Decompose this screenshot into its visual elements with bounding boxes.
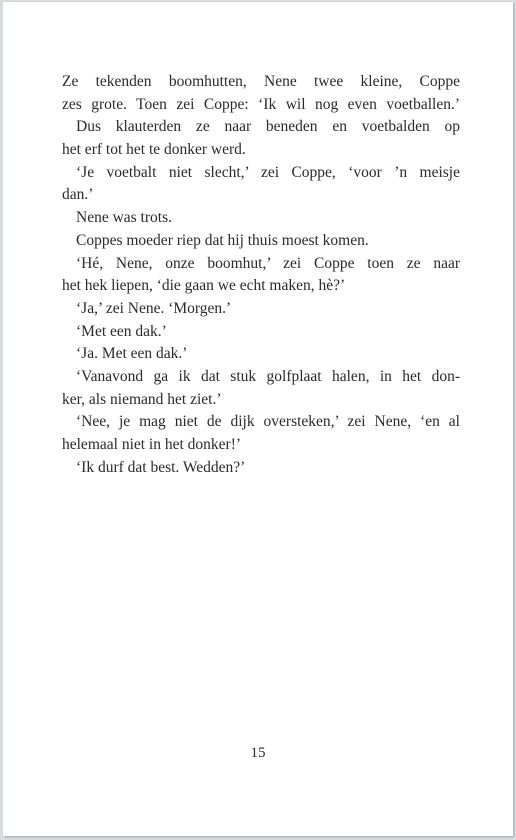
text-line: ‘Ja,’ zei Nene. ‘Morgen.’ bbox=[76, 299, 232, 317]
text-line: zes grote. Toen zei Coppe: ‘Ik wil nog even voetballen.’ bbox=[62, 95, 460, 113]
text-line: ‘Nee, je mag niet de dijk oversteken,’ zei Nene, ‘en al bbox=[76, 413, 460, 431]
text-line: ‘Ja. Met een dak.’ bbox=[76, 345, 188, 363]
text-line: Coppes moeder riep dat hij thuis moest komen. bbox=[76, 231, 369, 249]
text-line: Ze tekenden boomhutten, Nene twee kleine, Coppe bbox=[62, 73, 460, 90]
page-number: 15 bbox=[250, 745, 266, 761]
body-text bbox=[62, 71, 460, 479]
text-line: ‘Je voetbalt niet slecht,’ zei Coppe, ‘voor ’n meisje bbox=[76, 163, 460, 181]
text-line: helemaal niet in het donker!’ bbox=[62, 436, 242, 453]
text-line: dan.’ bbox=[62, 186, 94, 204]
book-page bbox=[3, 2, 513, 836]
text-line: het hek liepen, ‘die gaan we echt maken, hè?’ bbox=[62, 277, 346, 295]
text-line: ‘Hé, Nene, onze boomhut,’ zei Coppe toen ze naar bbox=[76, 254, 460, 272]
text-line: het erf tot het te donker werd. bbox=[62, 141, 246, 159]
text-line: ‘Ik durf dat best. Wedden?’ bbox=[76, 458, 246, 476]
text-line: ker, als niemand het ziet.’ bbox=[62, 390, 222, 408]
text-line: Dus klauterden ze naar beneden en voetbalden op bbox=[76, 118, 460, 136]
text-line: ‘Met een dak.’ bbox=[76, 322, 167, 340]
text-line: Nene was trots. bbox=[76, 209, 172, 227]
text-line: ‘Vanavond ga ik dat stuk golfplaat halen, in het don- bbox=[76, 367, 460, 385]
